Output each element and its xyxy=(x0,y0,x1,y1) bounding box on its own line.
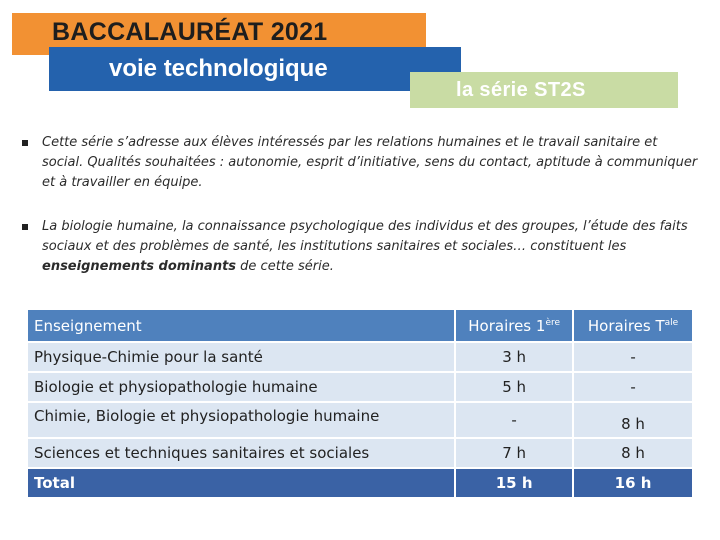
title-line2: voie technologique xyxy=(109,55,328,82)
header-term-sup: ale xyxy=(664,317,679,328)
schedule-table xyxy=(26,308,694,499)
row-first-hours: 3 h xyxy=(455,342,573,372)
header-first-base: Horaires 1 xyxy=(468,316,546,335)
bullet-text-after: de cette série. xyxy=(236,259,334,274)
table-row xyxy=(27,402,693,438)
bullet-text-before: La biologie humaine, la connaissance psychologique des individus et des groupes, l’étude des faits sociaux et des problèmes de santé, les institutions sanitaires et sociales… constituent les xyxy=(42,219,688,254)
bullet-bold-text: enseignements dominants xyxy=(42,259,237,274)
bullet-text: Cette série s’adresse aux élèves intéressés par les relations humaines et le travail sanitaire et social. Qualités souhaitées : autonomie, esprit d’initiative, sens du contact, aptitude à communiquer et à travailler en équipe. xyxy=(42,135,698,190)
table-header-row xyxy=(27,309,693,342)
header-first-sup: ère xyxy=(545,317,561,328)
series-label: la série ST2S xyxy=(456,79,586,101)
description-list xyxy=(22,133,702,277)
row-term-hours: - xyxy=(573,342,693,372)
row-subject: Biologie et physiopathologie humaine xyxy=(27,372,455,402)
row-subject-text: Chimie, Biologie et physiopathologie humaine xyxy=(34,407,380,425)
table-row xyxy=(27,438,693,468)
row-subject: Physique-Chimie pour la santé xyxy=(27,342,455,372)
title-line1: BACCALAURÉAT 2021 xyxy=(52,18,328,46)
row-subject: Sciences et techniques sanitaires et sociales xyxy=(27,438,455,468)
square-bullet-icon xyxy=(22,224,28,230)
series-banner xyxy=(410,72,678,108)
bullet-item xyxy=(22,133,702,193)
table-row xyxy=(27,342,693,372)
total-first-hours: 15 h xyxy=(455,468,573,498)
header-first-year xyxy=(455,309,573,342)
title-banner-blue xyxy=(49,47,461,91)
row-first-hours: 7 h xyxy=(455,438,573,468)
row-term-hours: - xyxy=(573,372,693,402)
row-first-hours: - xyxy=(455,402,573,438)
square-bullet-icon xyxy=(22,140,28,146)
row-term-hours xyxy=(573,402,693,438)
row-first-hours: 5 h xyxy=(455,372,573,402)
row-term-hours-text: 8 h xyxy=(621,415,645,433)
row-term-hours: 8 h xyxy=(573,438,693,468)
header-term-base: Horaires T xyxy=(587,316,665,335)
table-total-row xyxy=(27,468,693,498)
header-subject: Enseignement xyxy=(27,309,455,342)
row-subject xyxy=(27,402,455,438)
total-label: Total xyxy=(27,468,455,498)
header-terminal-year xyxy=(573,309,693,342)
total-term-hours: 16 h xyxy=(573,468,693,498)
table-row xyxy=(27,372,693,402)
bullet-item xyxy=(22,217,702,277)
